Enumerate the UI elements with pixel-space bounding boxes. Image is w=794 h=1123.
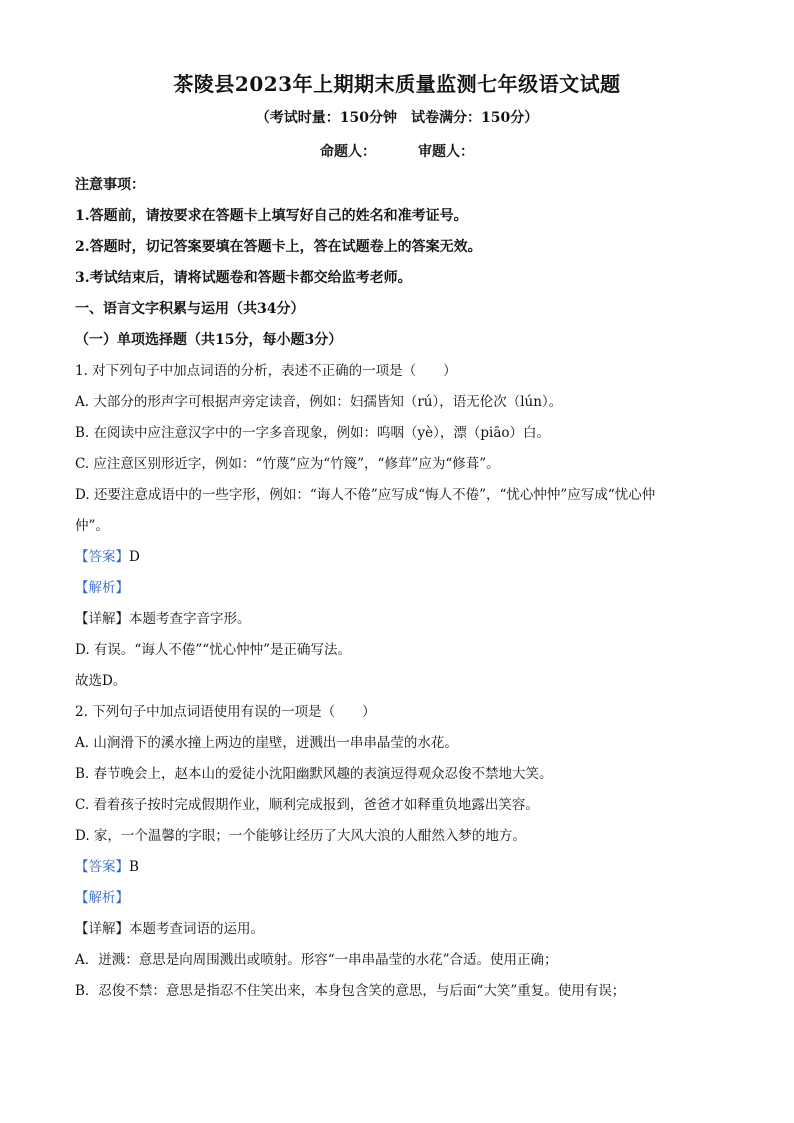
question-option: B. 春节晚会上，赵本山的爱徒小沈阳幽默风趣的表演逗得观众忍俊不禁地大笑。	[75, 766, 553, 782]
analysis-tag: 【解析】	[75, 890, 129, 906]
question-option: C. 应注意区别形近字，例如：“竹蔑”应为“竹篾”，“修茸”应为“修葺”。	[75, 456, 500, 472]
reviewer-label: 审题人：	[418, 144, 474, 160]
answer-value: B	[129, 859, 139, 875]
explanation-text: B．忍俊不禁：意思是指忍不住笑出来，本身包含笑的意思，与后面“大笑”重复。使用有误；	[75, 983, 626, 999]
answer-line	[75, 542, 725, 573]
author-line	[0, 141, 794, 161]
notice-item: 1.答题前，请按要求在答题卡上填写好自己的姓名和准考证号。	[75, 208, 468, 224]
exam-info: （考试时量：150分钟 试卷满分：150分）	[255, 110, 539, 126]
question-option-continued: 仲”。	[75, 518, 109, 534]
detail-line	[75, 604, 725, 635]
explanation-text: A．迸溅：意思是向周围溅出或喷射。形容“一串串晶莹的水花”合适。使用正确；	[75, 952, 558, 968]
notice-heading: 注意事项：	[75, 177, 145, 193]
answer-tag: 【答案】	[75, 859, 129, 875]
page-title: 茶陵县2023年上期期末质量监测七年级语文试题	[173, 72, 621, 96]
answer-value: D	[129, 549, 140, 565]
question-option: B. 在阅读中应注意汉字中的一字多音现象，例如：呜咽（yè），漂（piāo）白。	[75, 425, 551, 441]
analysis-tag: 【解析】	[75, 580, 129, 596]
notice-item: 3.考试结束后，请将试题卷和答题卡都交给监考老师。	[75, 270, 412, 286]
question-option: A. 山涧滑下的溪水撞上两边的崖壁，迸溅出一串串晶莹的水花。	[75, 735, 458, 751]
analysis-line	[75, 883, 725, 914]
conclusion-text: 故选D。	[75, 673, 127, 689]
detail-text: 本题考查字音字形。	[129, 611, 251, 627]
detail-tag: 【详解】	[75, 921, 129, 937]
question-option: D. 还要注意成语中的一些字形，例如：“诲人不倦”应写成“悔人不倦”，“忧心忡忡”应写成“忧心仲	[75, 487, 656, 503]
question-option: C. 看着孩子按时完成假期作业，顺利完成报到，爸爸才如释重负地露出笑容。	[75, 797, 539, 813]
section-title: 一、语言文字积累与运用（共34分）	[75, 301, 305, 317]
detail-text: 本题考查词语的运用。	[129, 921, 264, 937]
setter-label: 命题人：	[320, 144, 376, 160]
section-subtitle: （一）单项选择题（共15分，每小题3分）	[75, 332, 343, 348]
notice-item: 2.答题时，切记答案要填在答题卡上，答在试题卷上的答案无效。	[75, 239, 482, 255]
analysis-line	[75, 573, 725, 604]
document-body	[75, 170, 725, 1007]
answer-tag: 【答案】	[75, 549, 129, 565]
question-option: A. 大部分的形声字可根据声旁定读音，例如：妇孺皆知（rú），语无伦次（lún）。	[75, 394, 563, 410]
detail-tag: 【详解】	[75, 611, 129, 627]
detail-line	[75, 914, 725, 945]
question-stem: 1. 对下列句子中加点词语的分析，表述不正确的一项是（ ）	[75, 363, 457, 379]
question-option: D. 家，一个温馨的字眼；一个能够让经历了大风大浪的人酣然入梦的地方。	[75, 828, 526, 844]
answer-line	[75, 852, 725, 883]
question-stem: 2. 下列句子中加点词语使用有误的一项是（ ）	[75, 704, 376, 720]
explanation-text: D. 有误。“诲人不倦”“忧心忡忡”是正确写法。	[75, 642, 352, 658]
